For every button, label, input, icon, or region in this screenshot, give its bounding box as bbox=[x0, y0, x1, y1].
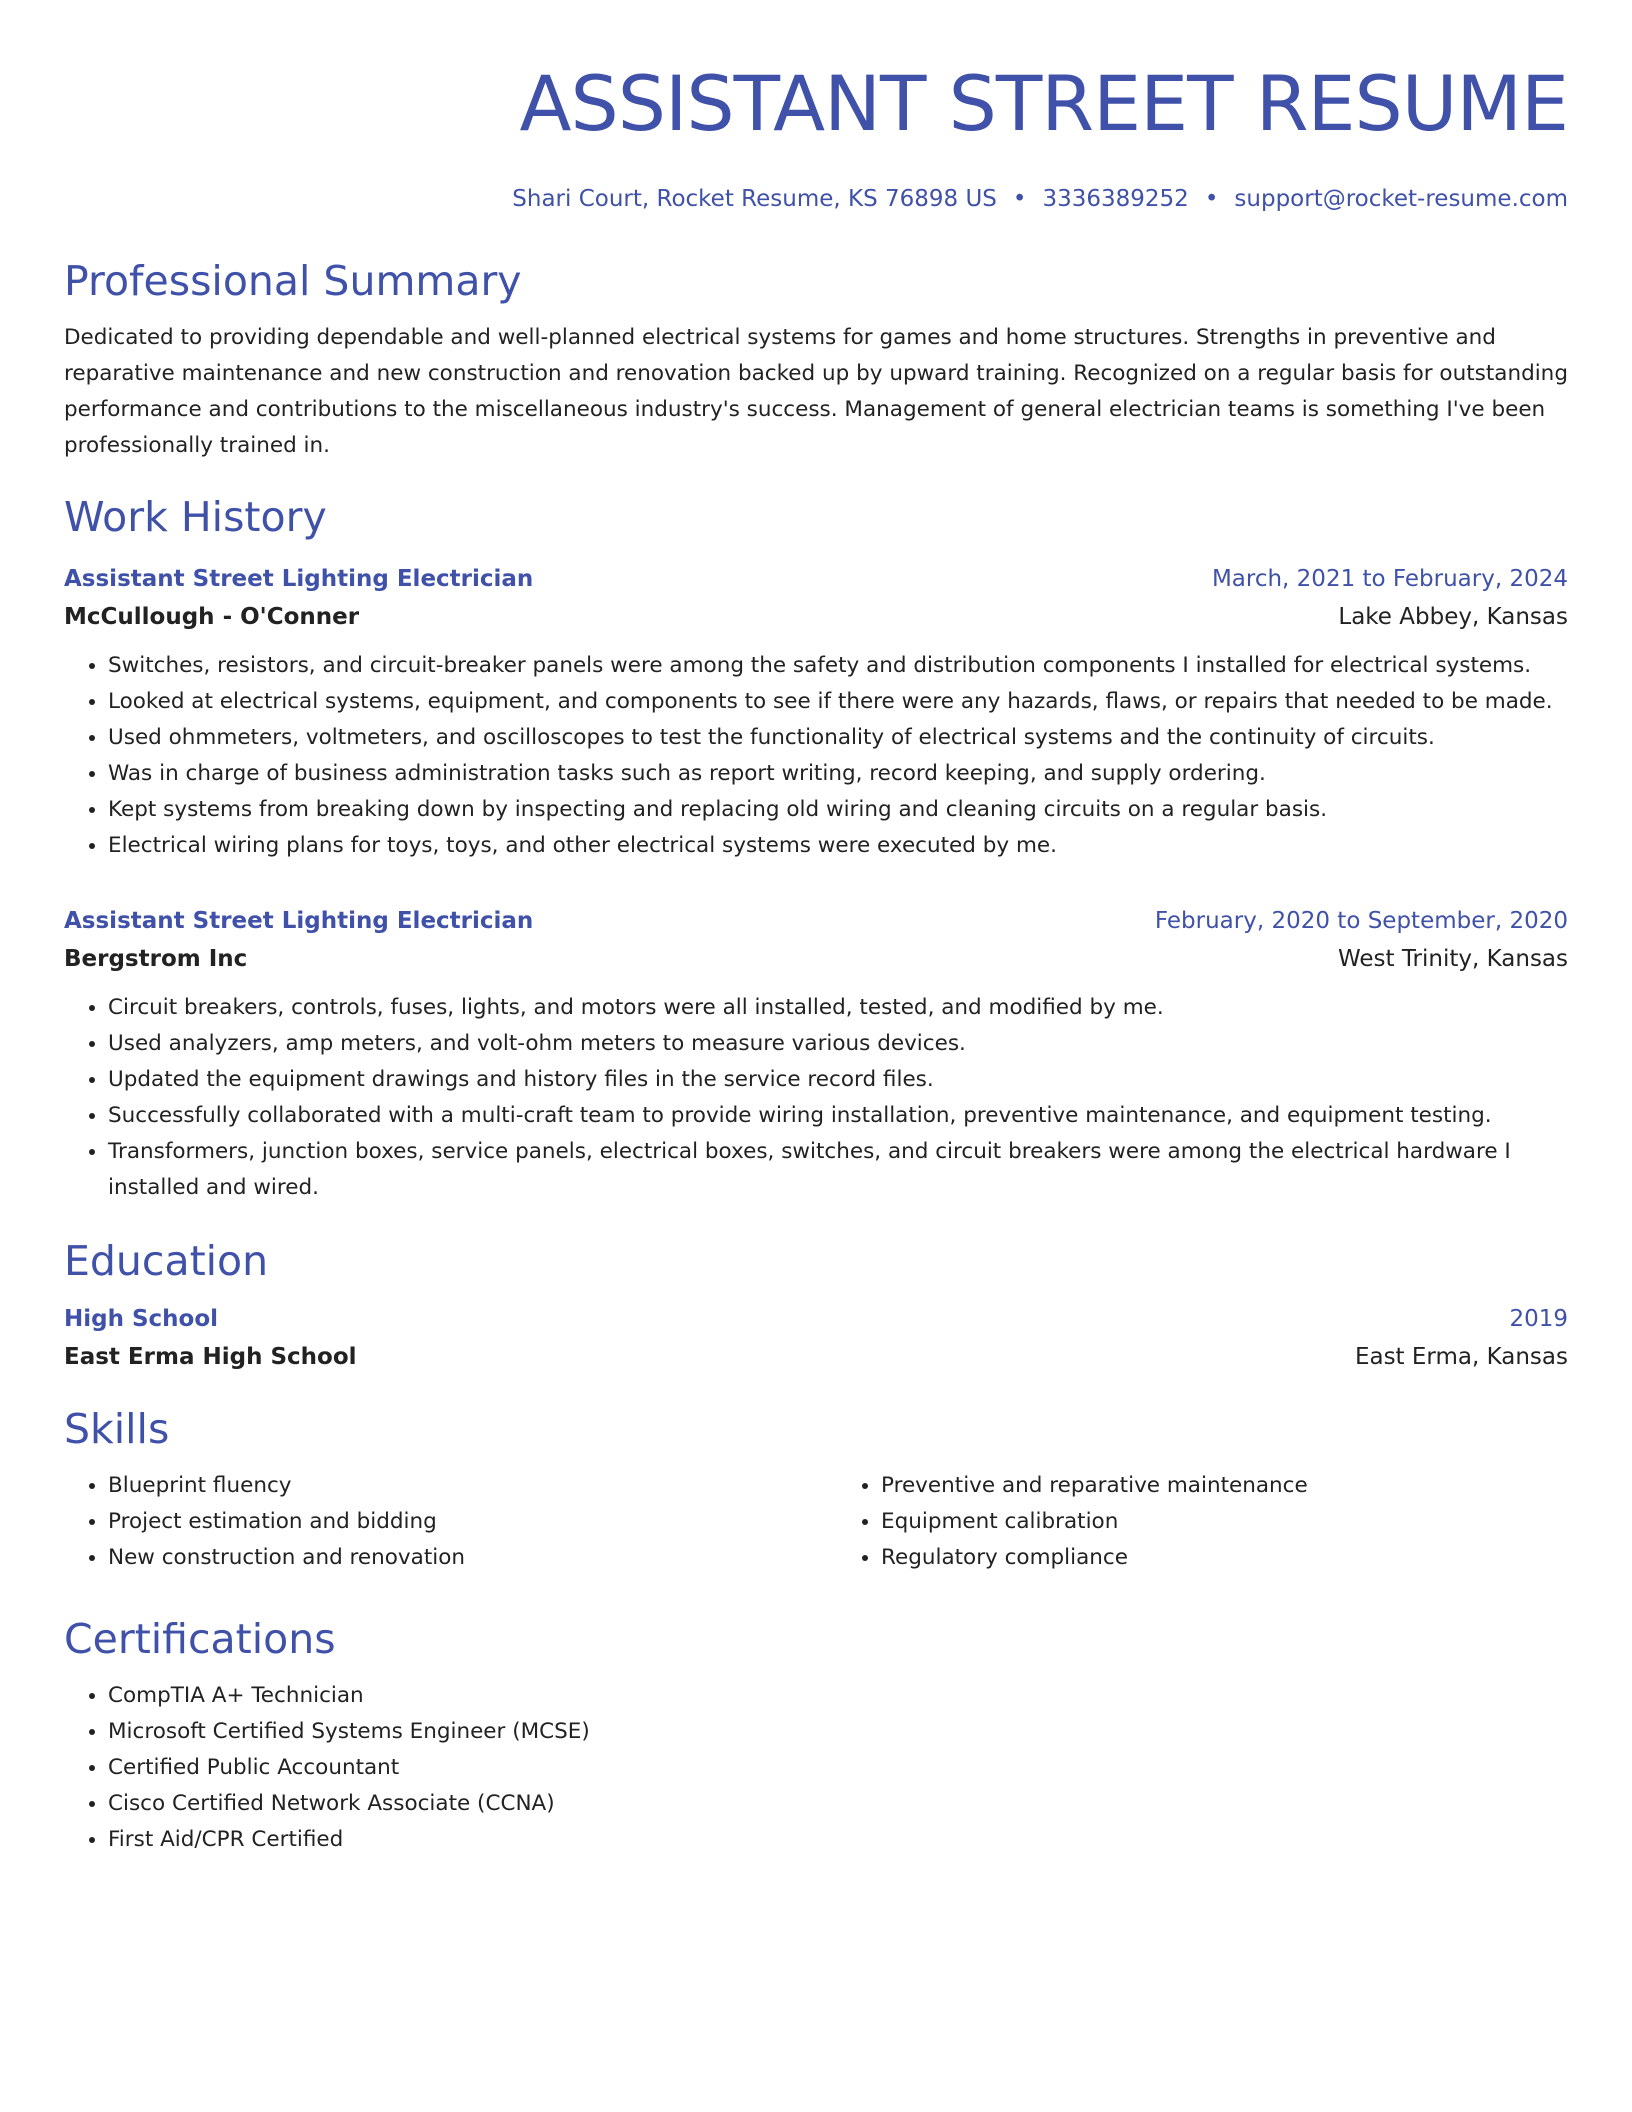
job-bullet: • Circuit breakers, controls, fuses, lights, and motors were all installed, tested, and modified by me. bbox=[108, 990, 1568, 1026]
skill-item: • Preventive and reparative maintenance bbox=[881, 1468, 1568, 1504]
certifications-heading: Certifications bbox=[64, 1615, 336, 1663]
education-year: 2019 bbox=[1509, 1306, 1568, 1332]
certification-item: • First Aid/CPR Certified bbox=[108, 1822, 1568, 1858]
education-entry bbox=[64, 1302, 1568, 1374]
summary-heading: Professional Summary bbox=[64, 257, 522, 305]
job-employer: Bergstrom Inc bbox=[64, 946, 248, 972]
job-dates: March, 2021 to February, 2024 bbox=[1211, 566, 1568, 592]
job-entry bbox=[64, 562, 1568, 864]
job-bullet: • Successfully collaborated with a multi-craft team to provide wiring installation, preventive maintenance, and equipment testing. bbox=[108, 1098, 1568, 1134]
job-bullet: • Was in charge of business administration tasks such as report writing, record keeping, and supply ordering. bbox=[108, 756, 1568, 792]
job-employer: McCullough - O'Conner bbox=[64, 604, 360, 630]
skill-item: • Equipment calibration bbox=[881, 1504, 1568, 1540]
contact-address: Shari Court, Rocket Resume, KS 76898 US bbox=[512, 186, 997, 212]
skills-grid bbox=[64, 1468, 1568, 1576]
skill-item: • New construction and renovation bbox=[108, 1540, 795, 1576]
job-bullet: • Updated the equipment drawings and history files in the service record files. bbox=[108, 1062, 1568, 1098]
job-location: West Trinity, Kansas bbox=[1338, 946, 1568, 972]
job-bullet: • Used ohmmeters, voltmeters, and oscilloscopes to test the functionality of electrical systems and the continuity of circuits. bbox=[108, 720, 1568, 756]
certification-item: • Certified Public Accountant bbox=[108, 1750, 1568, 1786]
job-bullet: • Used analyzers, amp meters, and volt-ohm meters to measure various devices. bbox=[108, 1026, 1568, 1062]
job-title: Assistant Street Lighting Electrician bbox=[64, 908, 534, 934]
contact-phone: 3336389252 bbox=[1042, 186, 1189, 212]
certification-item: • CompTIA A+ Technician bbox=[108, 1678, 1568, 1714]
contact-email[interactable]: support@rocket-resume.com bbox=[1234, 186, 1568, 212]
job-bullets bbox=[64, 990, 1568, 1206]
certification-item: • Cisco Certified Network Associate (CCNA) bbox=[108, 1786, 1568, 1822]
job-dates: February, 2020 to September, 2020 bbox=[1154, 908, 1568, 934]
job-title: Assistant Street Lighting Electrician bbox=[64, 566, 534, 592]
job-bullets bbox=[64, 648, 1568, 864]
education-heading: Education bbox=[64, 1237, 269, 1285]
work-history-heading: Work History bbox=[64, 493, 327, 541]
job-bullet: • Looked at electrical systems, equipment, and components to see if there were any hazards, flaws, or repairs that needed to be made. bbox=[108, 684, 1568, 720]
skill-item: • Regulatory compliance bbox=[881, 1540, 1568, 1576]
skills-heading: Skills bbox=[64, 1405, 170, 1453]
skill-item: • Project estimation and bidding bbox=[108, 1504, 795, 1540]
summary-text: Dedicated to providing dependable and well-planned electrical systems for games and home structures. Strengths in preventive and reparative maintenance and new construction and renovation backed up by upward training. Recognized on a regular basis for outstanding performance and contributions to the miscellaneous industry's success. Management of general electrician teams is something I've been professionally trained in. bbox=[64, 325, 1568, 458]
job-bullet: • Kept systems from breaking down by inspecting and replacing old wiring and cleaning circuits on a regular basis. bbox=[108, 792, 1568, 828]
job-bullet: • Electrical wiring plans for toys, toys, and other electrical systems were executed by me. bbox=[108, 828, 1568, 864]
education-location: East Erma, Kansas bbox=[1354, 1344, 1568, 1370]
resume-name: ASSISTANT STREET RESUME bbox=[519, 59, 1568, 148]
resume-page bbox=[64, 0, 1568, 1858]
skill-item: • Blueprint fluency bbox=[108, 1468, 795, 1504]
skills-column-right bbox=[837, 1468, 1568, 1576]
education-degree: High School bbox=[64, 1306, 219, 1332]
contact-separator: • bbox=[1012, 186, 1027, 212]
job-entry bbox=[64, 904, 1568, 1206]
certifications-list bbox=[64, 1678, 1568, 1858]
contact-separator: • bbox=[1204, 186, 1219, 212]
contact-line bbox=[64, 184, 1568, 214]
job-bullet: • Switches, resistors, and circuit-breaker panels were among the safety and distribution components I installed for electrical systems. bbox=[108, 648, 1568, 684]
skills-column-left bbox=[64, 1468, 795, 1576]
job-location: Lake Abbey, Kansas bbox=[1338, 604, 1568, 630]
education-school: East Erma High School bbox=[64, 1344, 357, 1370]
job-bullet: • Transformers, junction boxes, service panels, electrical boxes, switches, and circuit breakers were among the electrical hardware I installed and wired. bbox=[108, 1134, 1568, 1206]
certification-item: • Microsoft Certified Systems Engineer (MCSE) bbox=[108, 1714, 1568, 1750]
